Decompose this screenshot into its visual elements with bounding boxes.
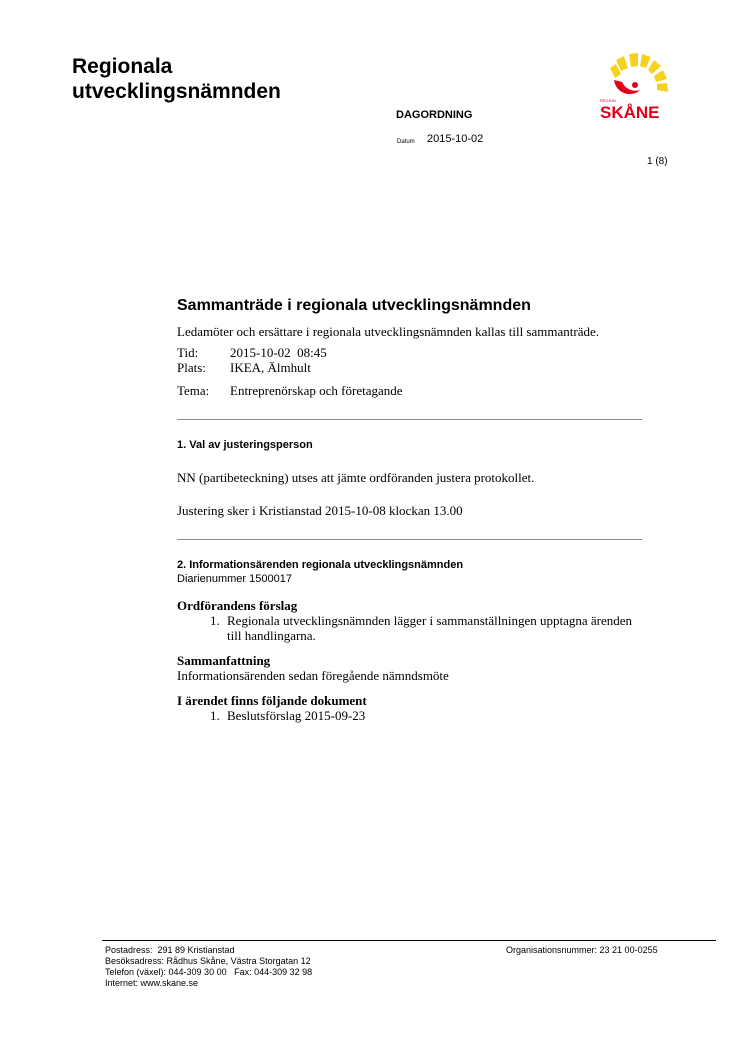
theme-label: Tema: — [177, 383, 210, 398]
proposal-list — [177, 613, 647, 643]
logo-text: SKÅNE — [600, 103, 660, 122]
organization-name — [72, 54, 281, 104]
item-2-heading: 2. Informationsärenden regionala utvecklingsnämnden — [177, 559, 464, 571]
footer-org-number: Organisationsnummer: 23 21 00-0255 — [506, 945, 658, 955]
time-value: 2015-10-02 08:45 — [230, 345, 327, 360]
meeting-theme-row — [177, 383, 647, 398]
list-item: 1. Regionala utvecklingsnämnden lägger i sammanställningen upptagna ärenden till handlingarna. — [223, 613, 647, 643]
place-value: IKEA, Älmhult — [230, 360, 311, 375]
documents-list — [177, 708, 647, 723]
organization-name-line1: Regionala — [72, 55, 173, 78]
summary-heading: Sammanfattning — [177, 653, 271, 668]
theme-value: Entreprenörskap och företagande — [230, 383, 403, 398]
footer-visit-address: Besöksadress: Rådhus Skåne, Västra Storgatan 12 — [105, 956, 311, 966]
item-1-text: NN (partibeteckning) utses att jämte ordföranden justera protokollet. — [177, 470, 535, 485]
footer-divider — [102, 940, 716, 941]
meeting-title: Sammanträde i regionala utvecklingsnämnden — [177, 297, 531, 314]
place-label: Plats: — [177, 360, 206, 375]
footer-postal-address: Postadress: 291 89 Kristianstad — [105, 945, 235, 955]
documents-heading: I ärendet finns följande dokument — [177, 693, 367, 708]
divider — [177, 419, 642, 420]
meeting-intro: Ledamöter och ersättare i regionala utvecklingsnämnden kallas till sammanträde. — [177, 324, 599, 339]
page-number: 1 (8) — [647, 156, 668, 167]
footer-phone: Telefon (växel): 044-309 30 00 Fax: 044-309 32 98 — [105, 967, 313, 977]
meeting-place-row — [177, 360, 647, 375]
footer-contact — [105, 945, 312, 989]
item-1-heading: 1. Val av justeringsperson — [177, 439, 313, 451]
item-2-diary-number: Diarienummer 1500017 — [177, 573, 292, 585]
footer-internet: Internet: www.skane.se — [105, 978, 199, 988]
date-label: Datum — [397, 139, 415, 145]
divider — [177, 539, 642, 540]
main-content — [177, 296, 647, 723]
logo-small-text: REGION — [600, 98, 616, 103]
region-skane-logo — [596, 52, 676, 122]
item-1-adjustment: Justering sker i Kristianstad 2015-10-08 klockan 13.00 — [177, 503, 463, 518]
document-type: DAGORDNING — [396, 109, 473, 121]
proposal-heading: Ordförandens förslag — [177, 598, 298, 613]
meeting-time-row — [177, 345, 647, 360]
summary-text: Informationsärenden sedan föregående nämndsmöte — [177, 668, 449, 683]
time-label: Tid: — [177, 345, 199, 360]
organization-name-line2: utvecklingsnämnden — [72, 80, 281, 103]
date-value: 2015-10-02 — [427, 133, 484, 145]
list-item: 1. Beslutsförslag 2015-09-23 — [223, 708, 647, 723]
